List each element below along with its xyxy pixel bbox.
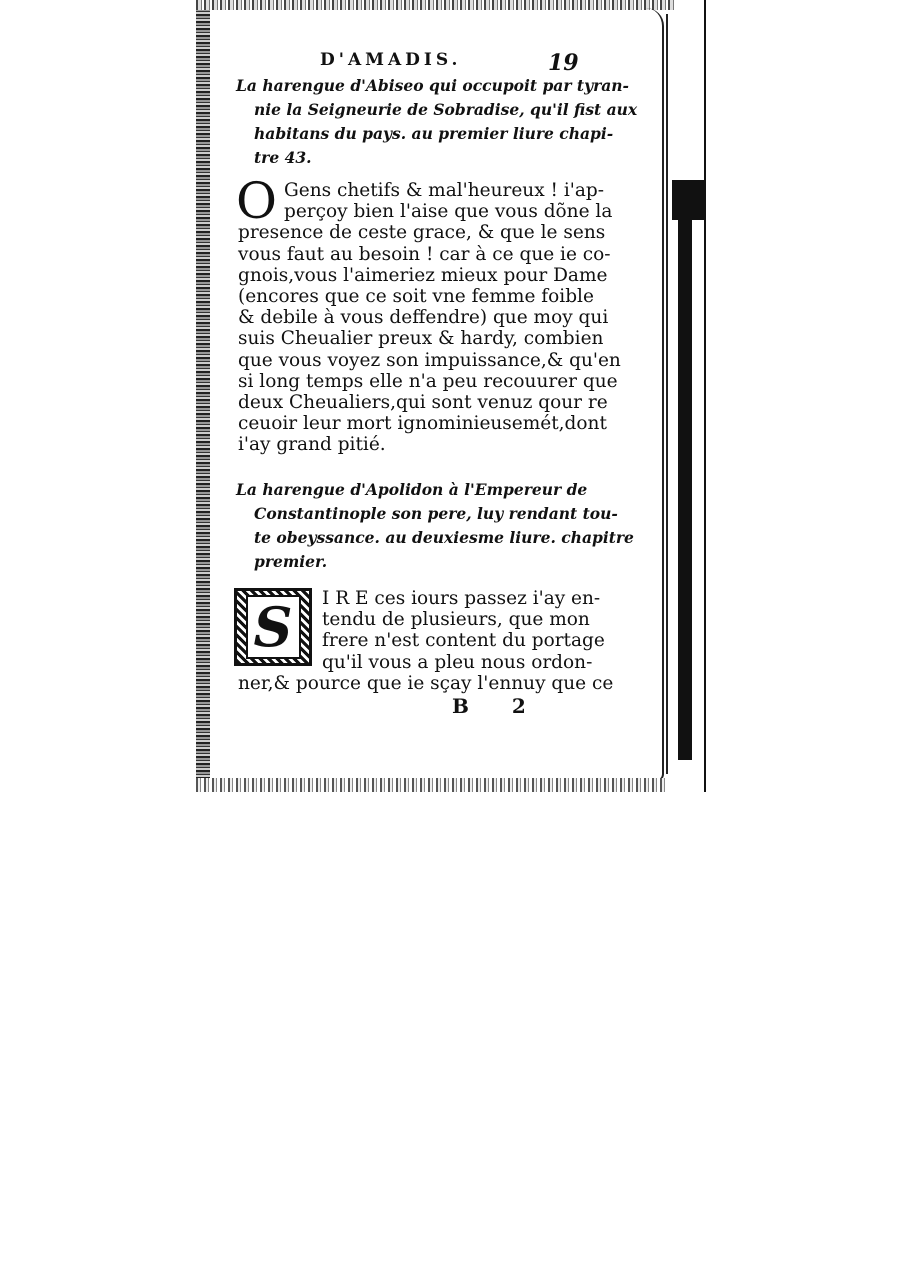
section2-body <box>238 588 614 694</box>
body-line: tendu de plusieurs, que mon <box>322 609 590 631</box>
page-number: 19 <box>548 50 579 76</box>
scan-border-line <box>704 0 706 792</box>
fore-edge-shadow <box>678 180 692 760</box>
body-line: ceuoir leur mort ignominieusemét,dont <box>238 413 607 435</box>
signature-mark: B 2 <box>452 694 544 718</box>
section2-caption <box>236 478 634 574</box>
body-line: ner,& pource que ie sçay l'ennuy que ce <box>238 672 614 694</box>
caption-line: habitans du pays. au premier liure chapi- <box>254 124 614 143</box>
body-line: deux Cheualiers,qui sont venuz qour re <box>238 392 608 414</box>
caption-line: La harengue d'Apolidon à l'Empereur de <box>236 480 588 499</box>
ornamental-initial-letter: S <box>246 595 301 659</box>
body-line: frere n'est content du portage <box>322 630 605 652</box>
page-bottom-edge <box>196 778 666 792</box>
body-line: (encores que ce soit vne femme foible <box>238 286 594 308</box>
caption-line: te obeyssance. au deuxiesme liure. chapitre <box>254 528 634 547</box>
body-line: I R E ces iours passez i'ay en- <box>322 588 601 609</box>
caption-line: premier. <box>254 552 328 571</box>
body-line: suis Cheualier preux & hardy, combien <box>238 328 604 350</box>
section1-caption <box>236 74 638 170</box>
fore-edge-tab <box>672 180 706 220</box>
section1-body <box>238 180 621 456</box>
caption-line: nie la Seigneurie de Sobradise, qu'il fist aux <box>254 100 638 119</box>
caption-line: tre 43. <box>254 148 312 167</box>
body-line: gnois,vous l'aimeriez mieux pour Dame <box>238 264 608 286</box>
book-gutter-edge <box>196 0 210 792</box>
body-line: que vous voyez son impuissance,& qu'en <box>238 349 621 371</box>
body-line: vous faut au besoin ! car à ce que ie co- <box>238 243 611 265</box>
body-line: qu'il vous a pleu nous ordon- <box>322 651 593 673</box>
body-line: i'ay grand pitié. <box>238 434 386 456</box>
body-line: Gens chetifs & mal'heureux ! i'ap- <box>284 180 604 201</box>
section1-drop-cap: O <box>236 172 277 230</box>
caption-line: Constantinople son pere, luy rendant tou- <box>254 504 618 523</box>
body-line: si long temps elle n'a peu recouurer que <box>238 370 618 392</box>
caption-line: La harengue d'Abiseo qui occupoit par tyran- <box>236 76 629 95</box>
running-title: D'AMADIS. <box>320 50 462 70</box>
body-line: presence de ceste grace, & que le sens <box>238 222 606 244</box>
body-line: & debile à vous deffendre) que moy qui <box>238 307 609 329</box>
body-line: perçoy bien l'aise que vous dõne la <box>284 201 613 223</box>
